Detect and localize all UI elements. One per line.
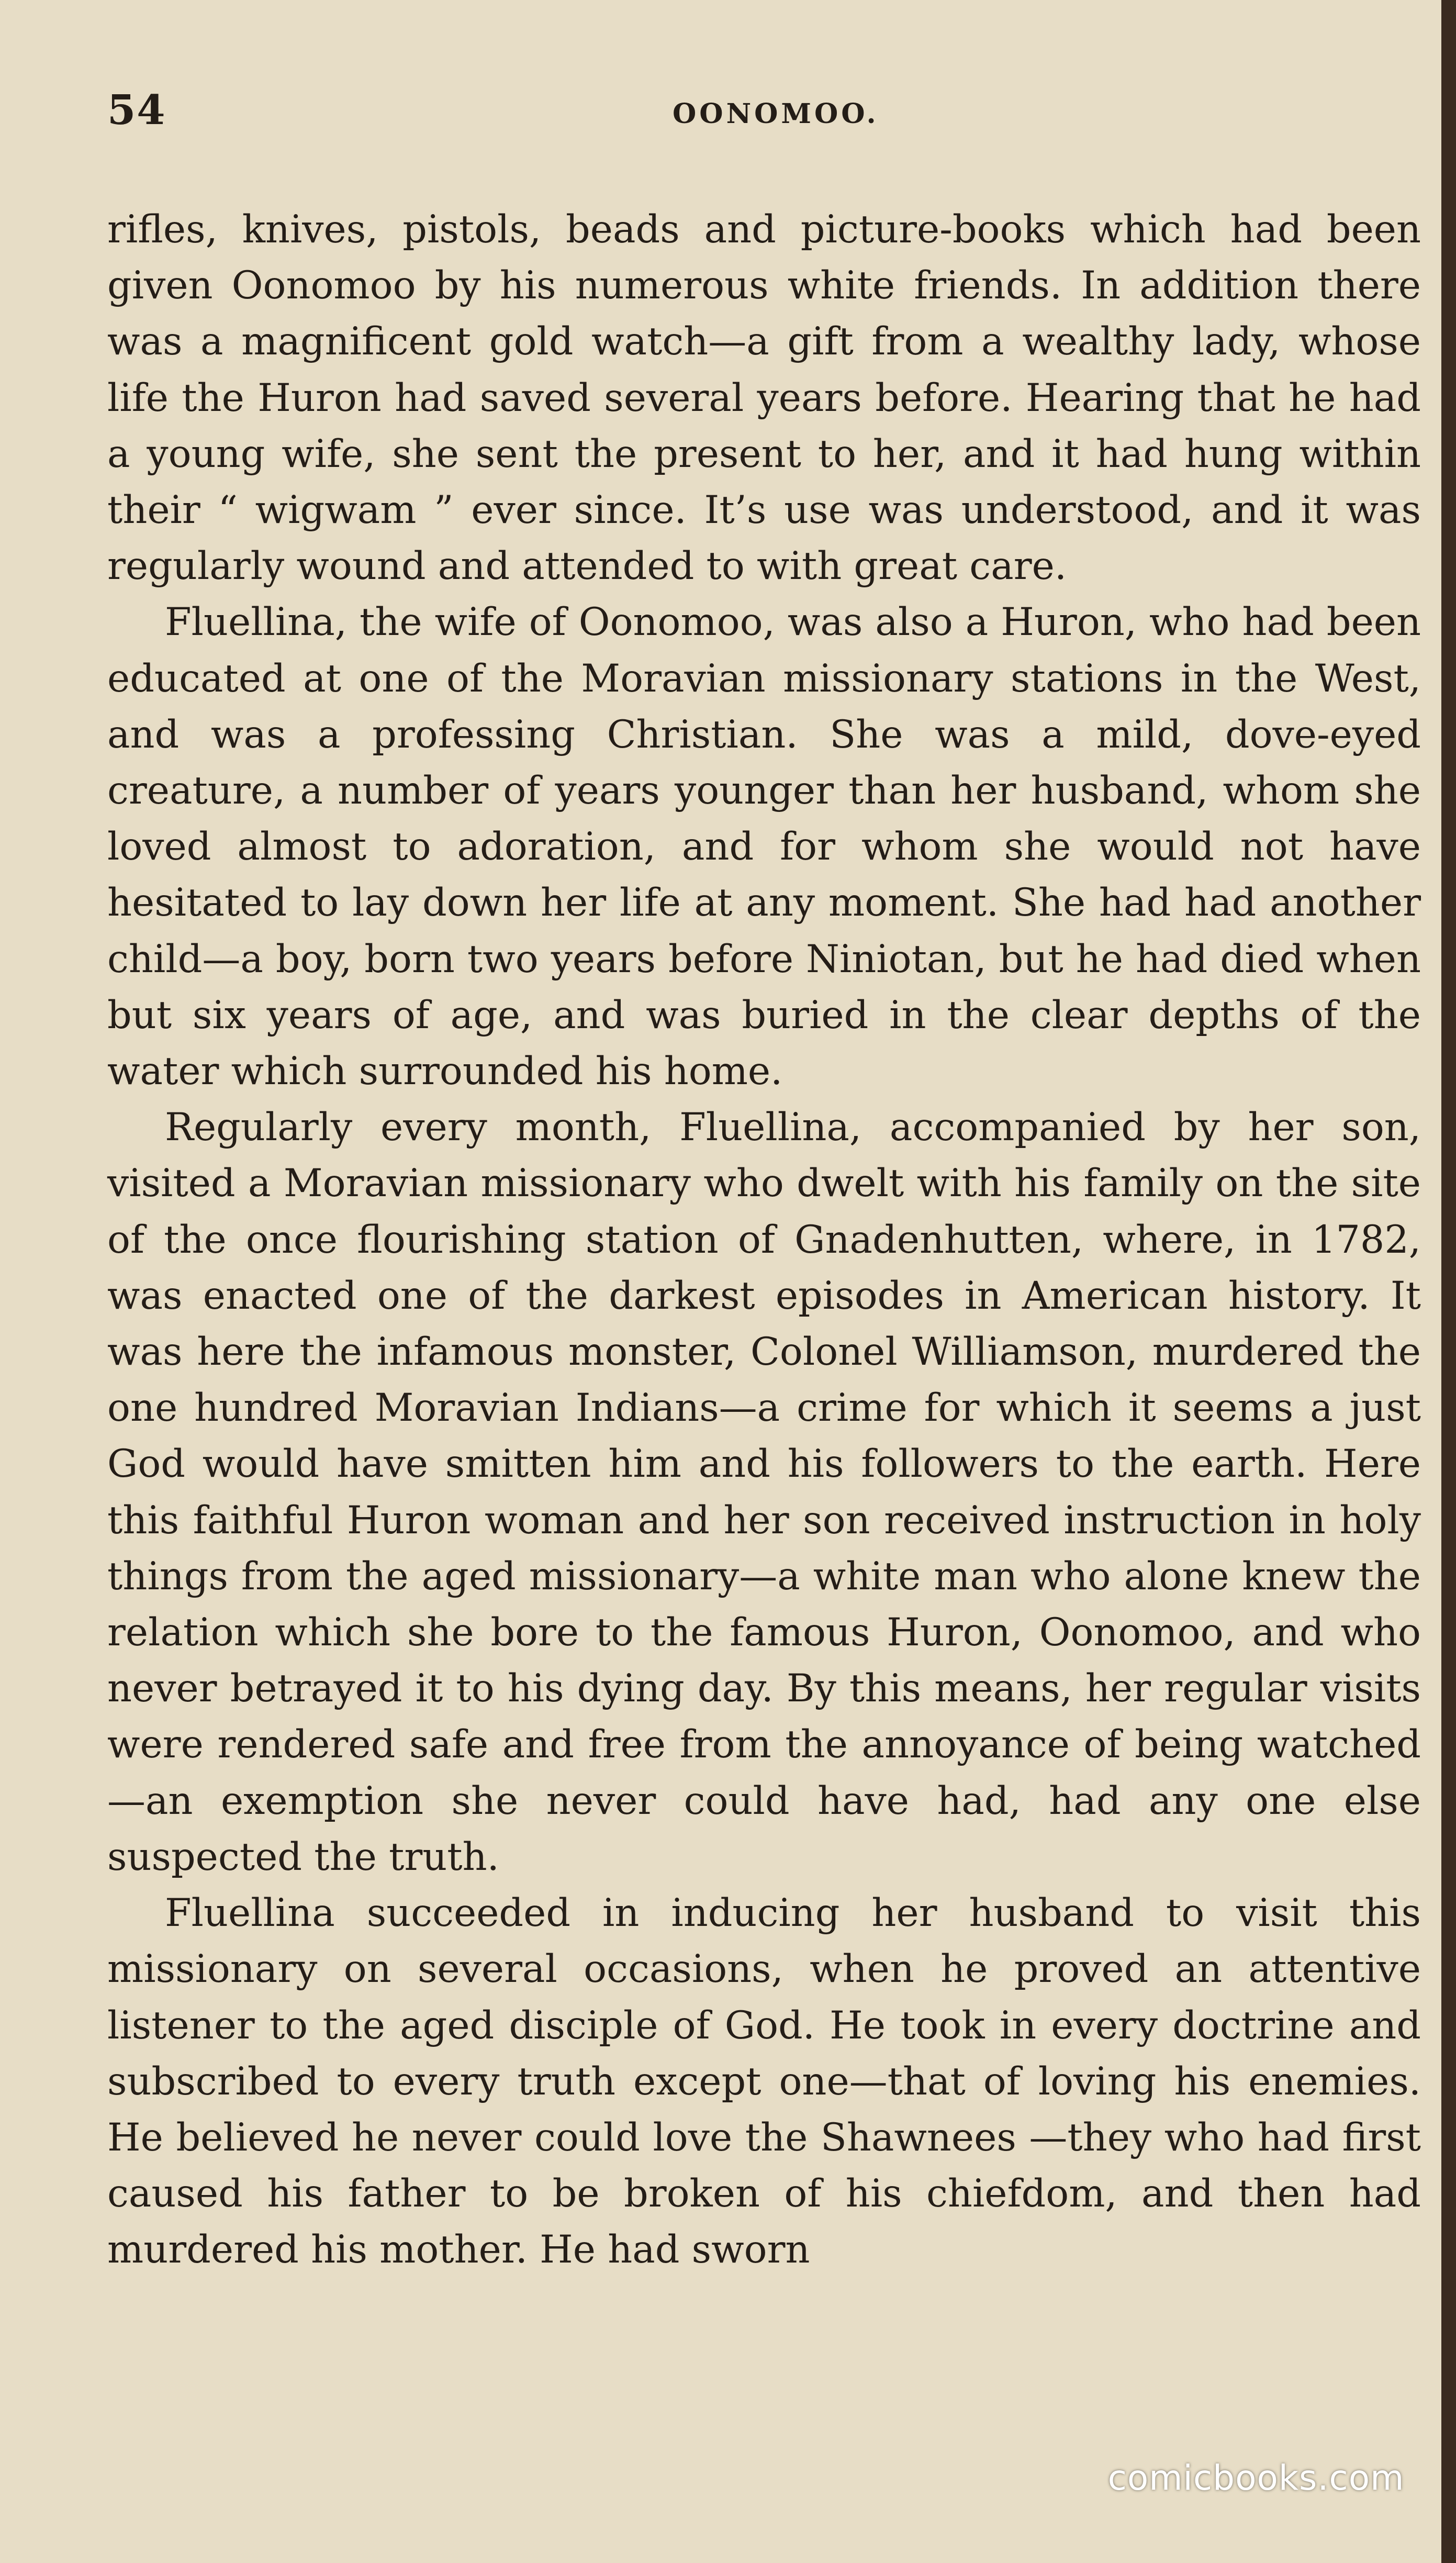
body-text bbox=[107, 202, 1421, 2278]
page-header bbox=[107, 86, 1416, 149]
paragraph-fluellina-intro: Fluellina, the wife of Oonomoo, was also a Huron, who had been educated at one of the Moravian missionary stations in the West, and was a professing Christian. She was a mild, dove-eyed creature, a number of years younger than her husband, whom she loved almost to adoration, and for whom she would not have hesitated to lay down her life at any moment. She had had another child—a boy, born two years before Niniotan, but he had died when but six years of age, and was buried in the clear depths of the water which surrounded his home. bbox=[107, 600, 1421, 1094]
page-number: 54 bbox=[107, 86, 166, 134]
paragraph-missionary-visits: Fluellina succeeded in inducing her husband to visit this missionary on several occasions, when he proved an attentive listener to the aged disciple of God. He took in every doctrine and subscribed to every truth except one—that of loving his enemies. He believed he never could love the Shawnees —they who had first caused his father to be broken of his chiefdom, and then had murdered his mother. He had sworn bbox=[107, 1891, 1421, 2272]
page-edge bbox=[1441, 0, 1456, 2563]
watermark: comicbooks.com bbox=[1107, 2458, 1405, 2498]
paragraph-monthly-visits: Regularly every month, Fluellina, accompanied by her son, visited a Moravian missionary who dwelt with his family on the site of the once flourishing station of Gnadenhutten, where, in 1782, was enacted one of the darkest episodes in American history. It was here the infamous monster, Colonel Williamson, murdered the one hundred Moravian Indians—a crime for which it seems a just God would have smitten him and his followers to the earth. Here this faithful Huron woman and her son received instruction in holy things from the aged missionary—a white man who alone knew the relation which she bore to the famous Huron, Oonomoo, and who never betrayed it to his dying day. By this means, her regular visits were rendered safe and free from the annoyance of being watched—an exemption she never could have had, had any one else suspected the truth. bbox=[107, 1105, 1421, 1879]
paragraph-continued: rifles, knives, pistols, beads and picture-books which had been given Oonomoo by his numerous white friends. In addition there was a magnificent gold watch—a gift from a wealthy lady, whose life the Huron had saved several years before. Hearing that he had a young wife, she sent the present to her, and it had hung within their “ wigwam ” ever since. It’s use was understood, and it was regularly wound and attended to with great care. bbox=[107, 207, 1421, 589]
running-title: OONOMOO. bbox=[673, 98, 879, 130]
